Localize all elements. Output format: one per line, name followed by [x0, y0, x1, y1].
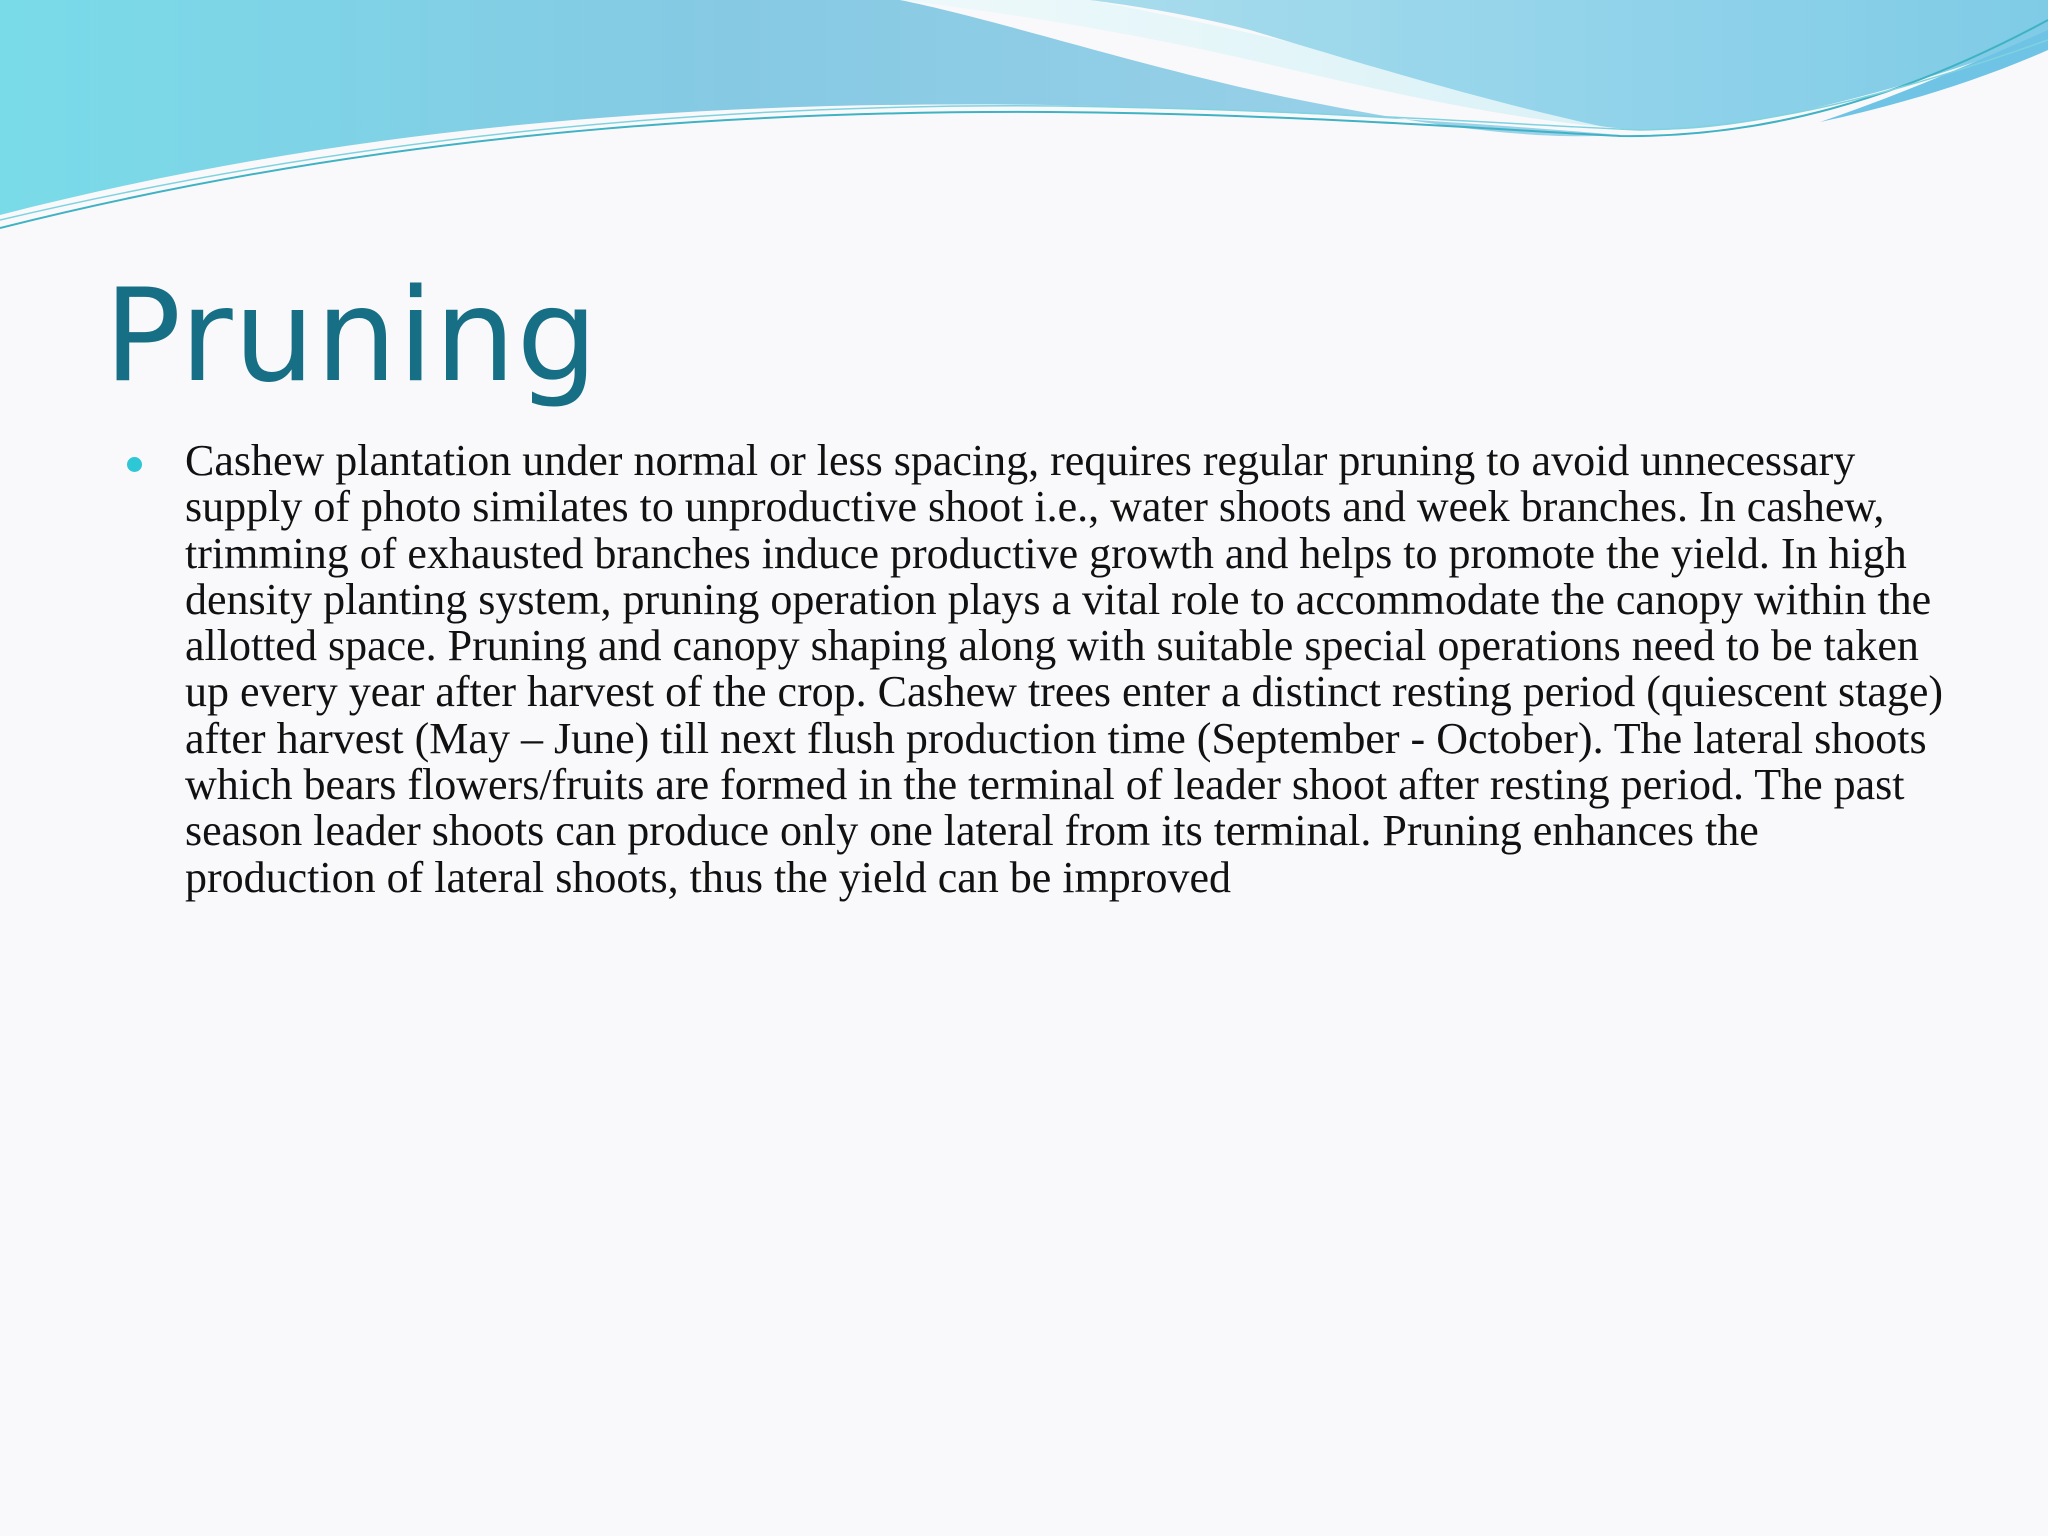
bullet-item	[124, 438, 1954, 901]
bullet-list	[124, 438, 1954, 901]
bullet-text: Cashew plantation under normal or less spacing, requires regular pruning to avoid unnecessary supply of photo similates to unproductive shoot i.e., water shoots and week branches. In cashew, trimming of exhausted branches induce productive growth and helps to promote the yield. In high density planting system, pruning operation plays a vital role to accommodate the canopy within the allotted space. Pruning and canopy shaping along with suitable special operations need to be taken up every year after harvest of the crop. Cashew trees enter a distinct resting period (quiescent stage) after harvest (May – June) till next flush production time (September - October). The lateral shoots which bears flowers/fruits are formed in the terminal of leader shoot after resting period. The past season leader shoots can produce only one lateral from its terminal. Pruning enhances the production of lateral shoots, thus the yield can be improved	[185, 436, 1944, 902]
slide-title: Pruning	[104, 262, 599, 411]
wave-header-decoration	[0, 0, 2048, 240]
bullet-point-icon	[127, 457, 142, 472]
